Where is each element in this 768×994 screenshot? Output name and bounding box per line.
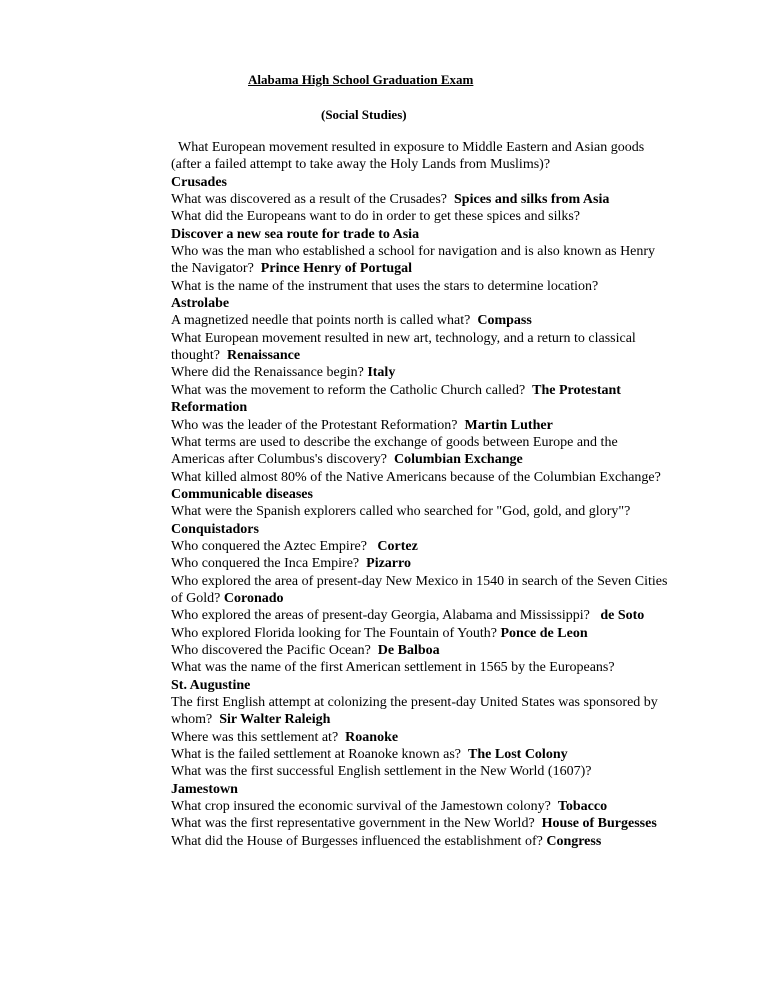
question-number	[0, 573, 1, 590]
question-item	[171, 729, 671, 746]
question-number	[0, 555, 1, 572]
question-number	[0, 642, 1, 659]
question-text: What European movement resulted in new art, technology, and a return to classical thought?	[171, 330, 636, 364]
question-item	[171, 573, 671, 608]
answer-text: Ponce de Leon	[500, 625, 588, 641]
question-item	[171, 382, 671, 417]
question-number	[0, 538, 1, 555]
question-item	[171, 642, 671, 659]
question-number	[0, 746, 1, 763]
question-text: What was discovered as a result of the Crusades?	[171, 192, 448, 208]
question-number	[0, 503, 1, 520]
question-text: What were the Spanish explorers called who searched for "God, gold, and glory"?	[171, 504, 631, 520]
question-number	[0, 729, 1, 746]
page-subtitle: (Social Studies)	[321, 107, 407, 122]
question-number	[0, 607, 1, 624]
question-item	[171, 434, 671, 469]
answer-text: Columbian Exchange	[393, 452, 523, 468]
question-item	[171, 139, 671, 191]
question-item	[171, 503, 671, 538]
answer-text: Tobacco	[557, 799, 608, 815]
question-text: Who conquered the Inca Empire?	[171, 556, 360, 572]
answer-text: Renaissance	[227, 348, 301, 364]
question-text: What is the name of the instrument that uses the stars to determine location?	[171, 278, 599, 294]
answer-text: The Protestant Reformation	[171, 382, 621, 416]
question-item	[171, 469, 671, 504]
answer-text: St. Augustine	[171, 677, 251, 693]
question-number	[0, 625, 1, 642]
question-text: What was the first successful English settlement in the New World (1607)?	[171, 764, 592, 780]
answer-text: Spices and silks from Asia	[454, 192, 610, 208]
answer-text: Roanoke	[345, 729, 399, 745]
answer-text: Italy	[367, 365, 396, 381]
question-number	[0, 833, 1, 850]
question-text: What was the first representative government in the New World?	[171, 816, 535, 832]
question-number	[0, 469, 1, 486]
answer-text: Conquistadors	[171, 521, 259, 537]
question-item	[171, 555, 671, 572]
question-text: What killed almost 80% of the Native Americans because of the Columbian Exchange?	[171, 469, 661, 485]
answer-text: The Lost Colony	[468, 747, 568, 763]
question-text: Where was this settlement at?	[171, 729, 339, 745]
question-number	[0, 694, 1, 711]
question-text: Who explored the area of present-day New Mexico in 1540 in search of the Seven Cities of Gold?	[171, 573, 668, 606]
question-text: What crop insured the economic survival of the Jamestown colony?	[171, 799, 551, 815]
question-item	[171, 208, 671, 243]
question-item	[171, 330, 671, 365]
question-number	[0, 763, 1, 780]
question-item	[171, 243, 671, 278]
question-item	[171, 833, 671, 850]
question-item	[171, 815, 671, 832]
question-text: What is the failed settlement at Roanoke known as?	[171, 747, 462, 763]
question-item	[171, 191, 671, 208]
question-number	[0, 659, 1, 676]
answer-text: Communicable diseases	[171, 486, 313, 502]
answer-text: de Soto	[600, 608, 645, 624]
answer-text: Crusades	[171, 174, 228, 190]
question-number	[0, 815, 1, 832]
question-text: Who explored the areas of present-day Georgia, Alabama and Mississippi?	[171, 608, 590, 624]
question-item	[171, 763, 671, 798]
answer-text: Discover a new sea route for trade to Asia	[171, 226, 420, 242]
answer-text: Astrolabe	[171, 296, 230, 312]
question-item	[171, 607, 671, 624]
question-number	[0, 798, 1, 815]
question-number	[0, 417, 1, 434]
question-item	[171, 417, 671, 434]
answer-text: Cortez	[377, 538, 418, 554]
question-item	[171, 312, 671, 329]
page-title: Alabama High School Graduation Exam	[248, 72, 474, 87]
question-item	[171, 694, 671, 729]
question-item	[171, 798, 671, 815]
answer-text: Martin Luther	[464, 417, 553, 433]
question-text: Where did the Renaissance begin?	[171, 365, 364, 381]
question-item	[171, 538, 671, 555]
question-number	[0, 434, 1, 451]
question-text: What did the House of Burgesses influenced the establishment of?	[171, 833, 543, 849]
answer-text: Compass	[477, 313, 532, 329]
answer-text: House of Burgesses	[541, 816, 657, 832]
question-text: What terms are used to describe the exchange of goods between Europe and the Americas after Columbus's discovery?	[171, 434, 618, 468]
answer-text: Congress	[546, 833, 602, 849]
question-text: A magnetized needle that points north is called what?	[171, 313, 471, 329]
question-list	[171, 139, 671, 850]
answer-text: Sir Walter Raleigh	[219, 712, 331, 728]
answer-text: De Balboa	[377, 642, 440, 658]
question-text: Who was the leader of the Protestant Reformation?	[171, 417, 458, 433]
question-text: Who conquered the Aztec Empire?	[171, 538, 367, 554]
question-text: Who discovered the Pacific Ocean?	[171, 642, 371, 658]
question-text: What did the Europeans want to do in order to get these spices and silks?	[171, 209, 581, 225]
answer-text: Jamestown	[171, 781, 238, 797]
question-text: The first English attempt at colonizing the present-day United States was sponsored by whom?	[171, 695, 658, 728]
question-item	[171, 278, 671, 313]
question-item	[171, 659, 671, 694]
answer-text: Prince Henry of Portugal	[260, 261, 413, 277]
question-text: Who explored Florida looking for The Fountain of Youth?	[171, 625, 497, 641]
answer-text: Coronado	[223, 590, 284, 606]
answer-text: Pizarro	[366, 556, 411, 572]
question-text: What was the movement to reform the Catholic Church called?	[171, 382, 526, 398]
question-item	[171, 746, 671, 763]
question-item	[171, 625, 671, 642]
question-text: What European movement resulted in exposure to Middle Eastern and Asian goods (after a failed attempt to take away the Holy Lands from Muslims)?	[171, 140, 645, 173]
question-item	[171, 364, 671, 381]
question-text: What was the name of the first American settlement in 1565 by the Europeans?	[171, 660, 615, 676]
question-text: Who was the man who established a school for navigation and is also known as Henry the Navigator?	[171, 244, 656, 277]
